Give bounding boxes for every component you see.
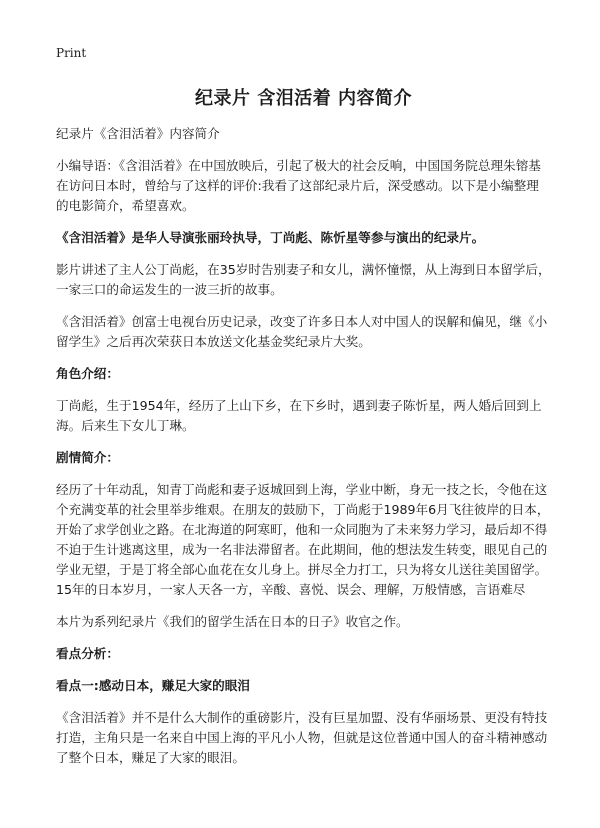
- point1-heading: 看点一:感动日本，赚足大家的眼泪: [56, 678, 250, 693]
- roles-heading: 角色介绍：: [56, 366, 119, 381]
- point1-paragraph: 《含泪活着》并不是什么大制作的重磅影片，没有巨星加盟、没有华丽场景、更没有特技打造，主角只是一名来自中国上海的平凡小人物，但就是这位普通中国人的奋斗精神感动了整个日本，赚足了大家的眼泪。: [56, 710, 548, 765]
- subtitle: 纪录片《含泪活着》内容简介: [56, 126, 220, 141]
- story-paragraph: 影片讲述了主人公丁尚彪，在35岁时告别妻子和女儿，满怀憧憬，从上海到日本留学后，一家三口的命运发生的一波三折的故事。: [56, 262, 551, 297]
- document-page: [56, 46, 551, 780]
- award-paragraph: 《含泪活着》创富士电视台历史记录，改变了许多日本人对中国人的误解和偏见，继《小留学生》之后再次荣获日本放送文化基金奖纪录片大奖。: [56, 314, 548, 349]
- print-link[interactable]: Print: [56, 46, 87, 60]
- analysis-heading: 看点分析：: [56, 646, 119, 661]
- lead-paragraph: 《含泪活着》是华人导演张丽玲执导，丁尚彪、陈忻星等参与演出的纪录片。: [56, 230, 485, 245]
- series-paragraph: 本片为系列纪录片《我们的留学生活在日本的日子》收官之作。: [56, 614, 409, 629]
- plot-heading: 剧情简介：: [56, 450, 119, 465]
- page-title: 纪录片 含泪活着 内容简介: [194, 88, 413, 109]
- roles-paragraph: 丁尚彪，生于1954年，经历了上山下乡，在下乡时，遇到妻子陈忻星，两人婚后回到上海。后来生下女儿丁琳。: [56, 398, 542, 433]
- plot-paragraph: 经历了十年动乱，知青丁尚彪和妻子返城回到上海，学业中断，身无一技之长，令他在这个充满变革的社会里举步维艰。在朋友的鼓励下，丁尚彪于1989年6月飞往彼岸的日本，开始了求学创业之路。在北海道的阿寒町，他和一众同胞为了未来努力学习，最后却不得不迫于生计逃离这里，成为一名非法滞留者。在此期间，他的想法发生转变，眼见自己的学业无望，于是丁将全部心血花在女儿身上。拼尽全力打工，只为将女儿送往美国留学。15年的日本岁月，一家人天各一方，辛酸、喜悦、误会、理解，万般情感，言语难尽: [56, 482, 550, 597]
- intro-paragraph: 小编导语：《含泪活着》在中国放映后，引起了极大的社会反响，中国国务院总理朱镕基在访问日本时，曾给与了这样的评价:我看了这部纪录片后，深受感动。以下是小编整理的电影简介，希望喜欢。: [56, 158, 541, 213]
